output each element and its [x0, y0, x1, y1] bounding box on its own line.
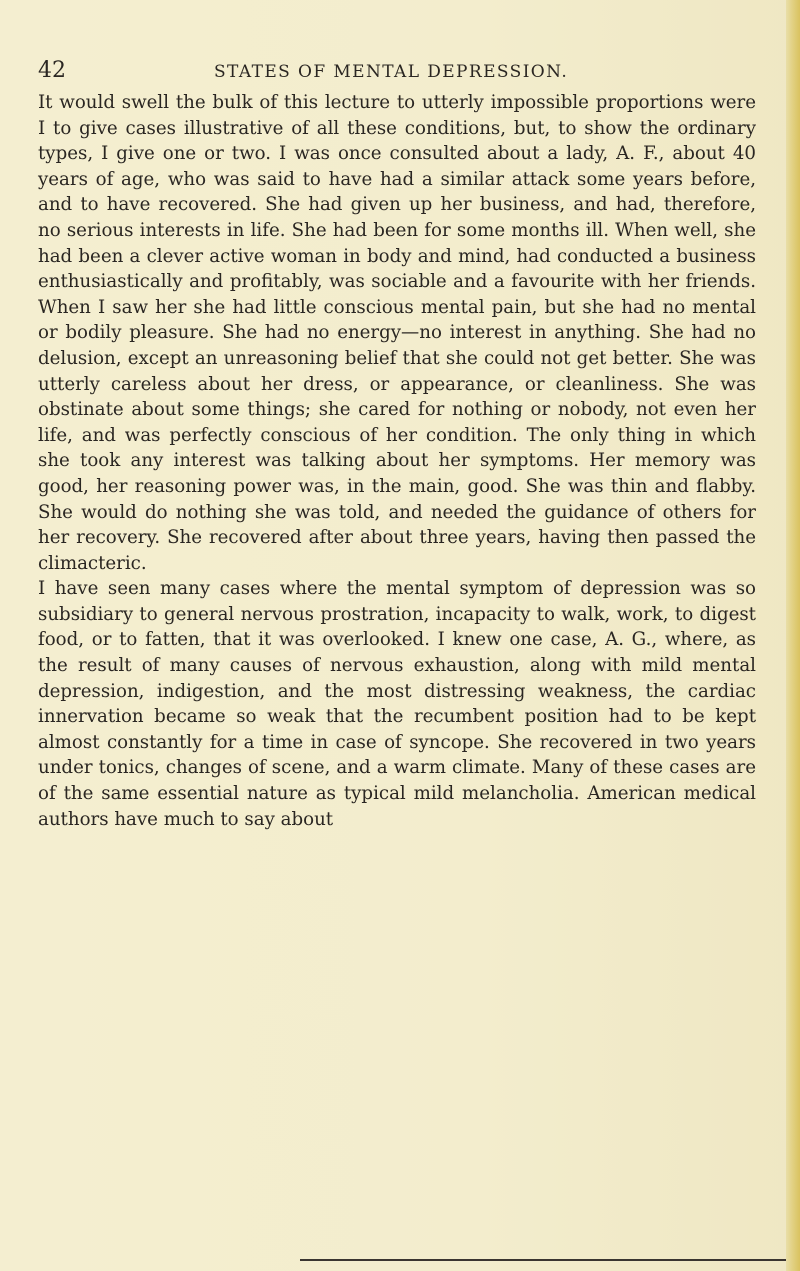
running-head: STATES OF MENTAL DEPRESSION.	[214, 62, 569, 82]
paragraph-2: I have seen many cases where the mental symptom of depression was so subsidiary to general nervous prostration, incapacity to walk, work, to digest food, or to fatten, that it was overlooked. I knew one case, A. G., where, as the result of many causes of nervous exhaustion, along with mild mental depression, indigestion, and the most distressing weakness, the cardiac innervation became so weak that the recumbent position had to be kept almost constantly for a time in case of syncope. She recovered in two years under tonics, changes of scene, and a warm climate. Many of these cases are of the same essential nature as typical mild melancholia. American medical authors have much to say about	[38, 578, 756, 830]
paragraph-1: It would swell the bulk of this lecture to utterly impossible proportions were I to give cases illustrative of all these conditions, but, to show the ordinary types, I give one or two. I was once consulted about a lady, A. F., about 40 years of age, who was said to have had a similar attack some years before, and to have recovered. She had given up her business, and had, therefore, no serious interests in life. She had been for some months ill. When well, she had been a clever active woman in body and mind, had conducted a business enthusiastically and profitably, was sociable and a favourite with her friends. When I saw her she had little conscious mental pain, but she had no mental or bodily pleasure. She had no energy—no interest in anything. She had no delusion, except an unreasoning belief that she could not get better. She was utterly careless about her dress, or appearance, or cleanliness. She was obstinate about some things; she cared for nothing or nobody, not even her life, and was perfectly conscious of her condition. The only thing in which she took any interest was talking about her symptoms. Her memory was good, her reasoning power was, in the main, good. She was thin and flabby. She would do nothing she was told, and needed the guidance of others for her recovery. She recovered after about three years, having then passed the climacteric.	[38, 92, 756, 574]
page-edge	[786, 0, 800, 1271]
bottom-rule	[300, 1259, 786, 1261]
page-number: 42	[38, 58, 66, 83]
body-text	[38, 90, 756, 832]
page-header	[38, 57, 758, 87]
